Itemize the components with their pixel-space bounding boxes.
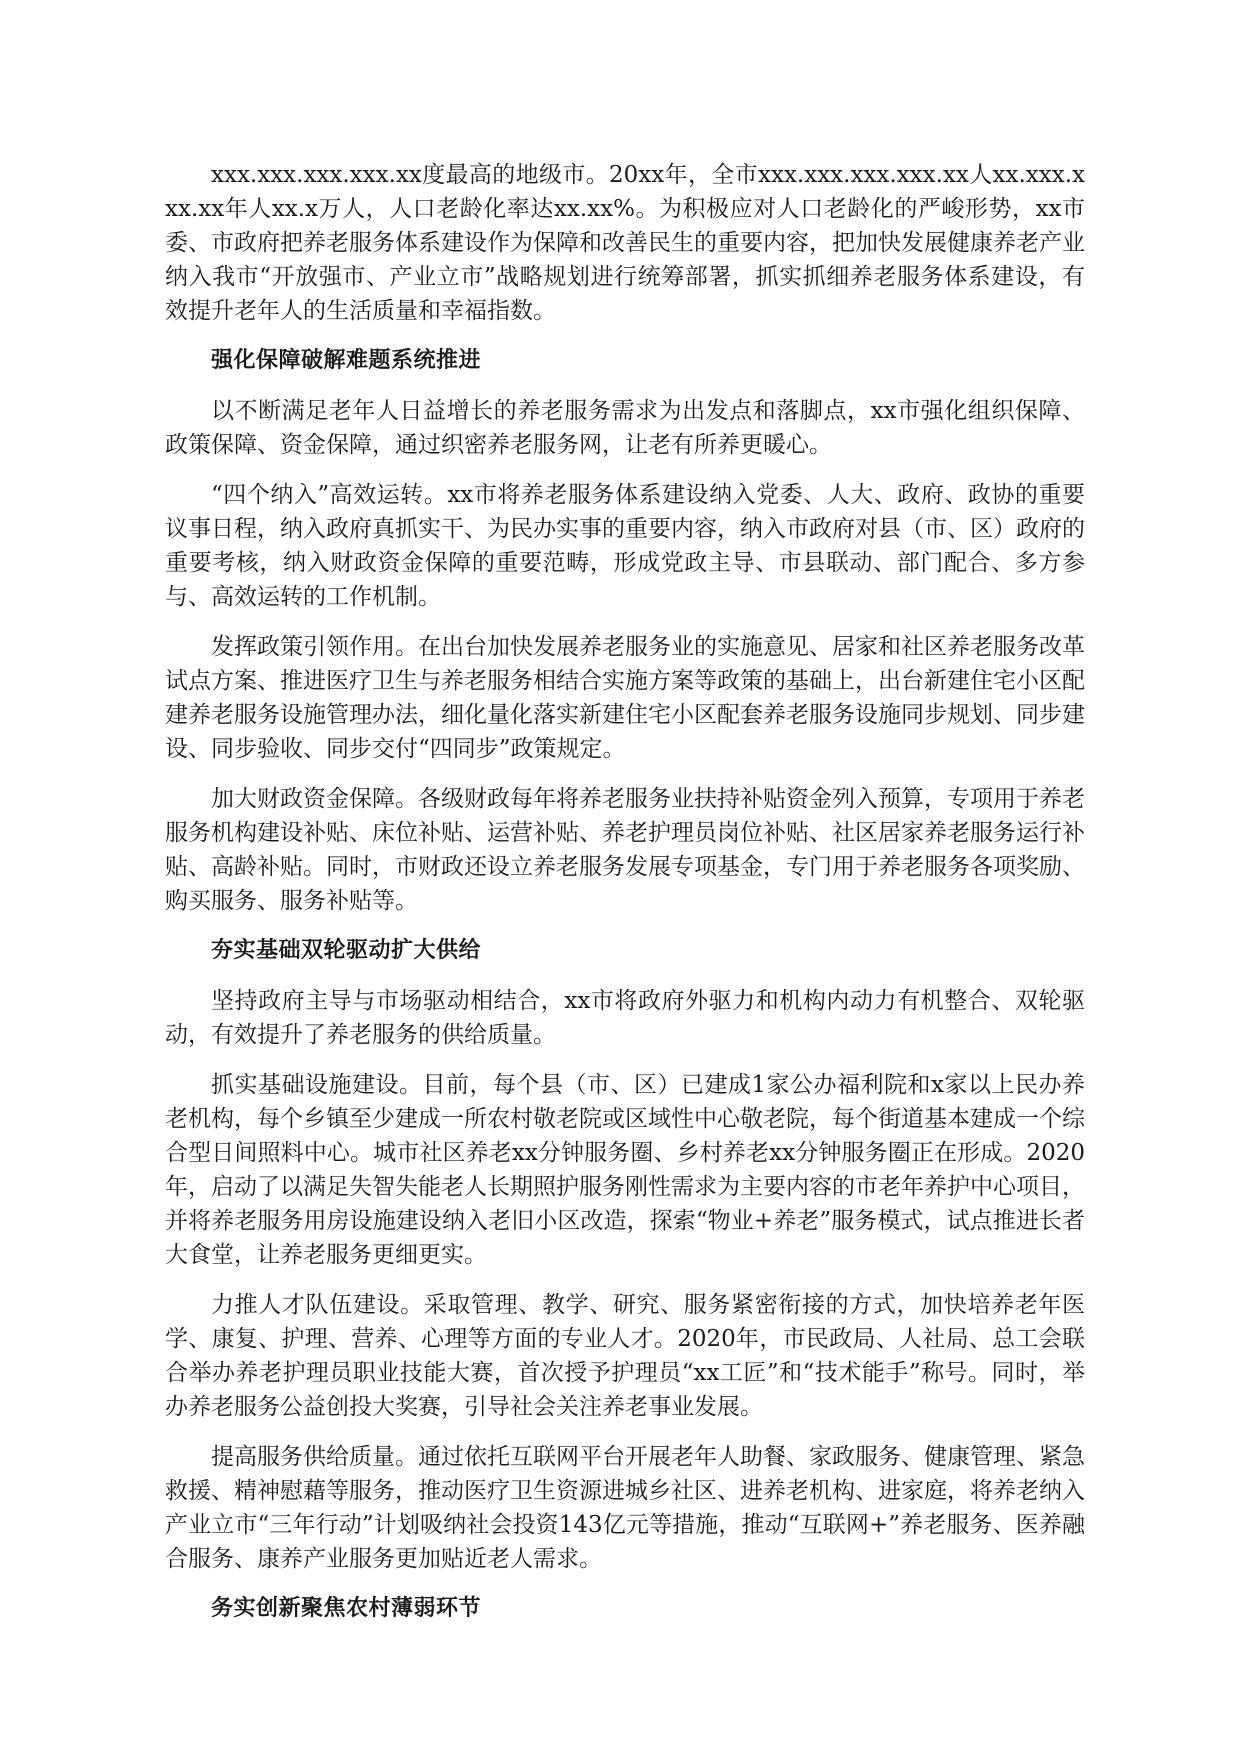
section-1-intro-paragraph: 以不断满足老年人日益增长的养老服务需求为出发点和落脚点，xx市强化组织保障、政策保障、资金保障，通过织密养老服务网，让老有所养更暖心。 <box>165 398 1085 458</box>
four-inclusions-paragraph: “四个纳入”高效运转。xx市将养老服务体系建设纳入党委、人大、政府、政协的重要议事日程，纳入政府真抓实干、为民办实事的重要内容，纳入市政府对县（市、区）政府的重要考核，纳入财政资金保障的重要范畴，形成党政主导、市县联动、部门配合、多方参与、高效运转的工作机制。 <box>165 482 1085 610</box>
service-quality-paragraph: 提高服务供给质量。通过依托互联网平台开展老年人助餐、家政服务、健康管理、紧急救援、精神慰藉等服务，推动医疗卫生资源进城乡社区、进养老机构、进家庭，将养老纳入产业立市“三年行动”计划吸纳社会投资143亿元等措施，推动“互联网+”养老服务、医养融合服务、康养产业服务更加贴近老人需求。 <box>165 1444 1085 1572</box>
fiscal-support-paragraph: 加大财政资金保障。各级财政每年将养老服务业扶持补贴资金列入预算，专项用于养老服务机构建设补贴、床位补贴、运营补贴、养老护理员岗位补贴、社区居家养老服务运行补贴、高龄补贴。同时，市财政还设立养老服务发展专项基金，专门用于养老服务各项奖励、购买服务、服务补贴等。 <box>165 786 1085 914</box>
policy-guidance-paragraph: 发挥政策引领作用。在出台加快发展养老服务业的实施意见、居家和社区养老服务改革试点方案、推进医疗卫生与养老服务相结合实施方案等政策的基础上，出台新建住宅小区配建养老服务设施管理办法，细化量化落实新建住宅小区配套养老服务设施同步规划、同步建设、同步验收、同步交付“四同步”政策规定。 <box>165 634 1085 762</box>
intro-paragraph: xxx.xxx.xxx.xxx.xx度最高的地级市。20xx年，全市xxx.xxx.xxx.xxx.xx人xx.xxx.xxx.xx年人xx.x万人，人口老龄化率达xx.xx%。为积极应对人口老龄化的严峻形势，xx市委、市政府把养老服务体系建设作为保障和改善民生的重要内容，把加快发展健康养老产业纳入我市“开放强市、产业立市”战略规划进行统筹部署，抓实抓细养老服务体系建设，有效提升老年人的生活质量和幸福指数。 <box>165 162 1085 324</box>
section-heading-1: 强化保障破解难题系统推进 <box>211 348 482 373</box>
document-page <box>165 158 1085 1642</box>
section-heading-3: 务实创新聚焦农村薄弱环节 <box>211 1596 482 1621</box>
infrastructure-paragraph: 抓实基础设施建设。目前，每个县（市、区）已建成1家公办福利院和x家以上民办养老机构，每个乡镇至少建成一所农村敬老院或区域性中心敬老院，每个街道基本建成一个综合型日间照料中心。城市社区养老xx分钟服务圈、乡村养老xx分钟服务圈正在形成。2020年，启动了以满足失智失能老人长期照护服务刚性需求为主要内容的市老年养护中心项目，并将养老服务用房设施建设纳入老旧小区改造，探索“物业+养老”服务模式，试点推进长者大食堂，让养老服务更细更实。 <box>165 1072 1085 1268</box>
talent-paragraph: 力推人才队伍建设。采取管理、教学、研究、服务紧密衔接的方式，加快培养老年医学、康复、护理、营养、心理等方面的专业人才。2020年，市民政局、人社局、总工会联合举办养老护理员职业技能大赛，首次授予护理员“xx工匠”和“技术能手”称号。同时，举办养老服务公益创投大奖赛，引导社会关注养老事业发展。 <box>165 1292 1085 1420</box>
section-2-intro-paragraph: 坚持政府主导与市场驱动相结合，xx市将政府外驱力和机构内动力有机整合、双轮驱动，有效提升了养老服务的供给质量。 <box>165 988 1085 1048</box>
section-heading-2: 夯实基础双轮驱动扩大供给 <box>211 938 482 963</box>
